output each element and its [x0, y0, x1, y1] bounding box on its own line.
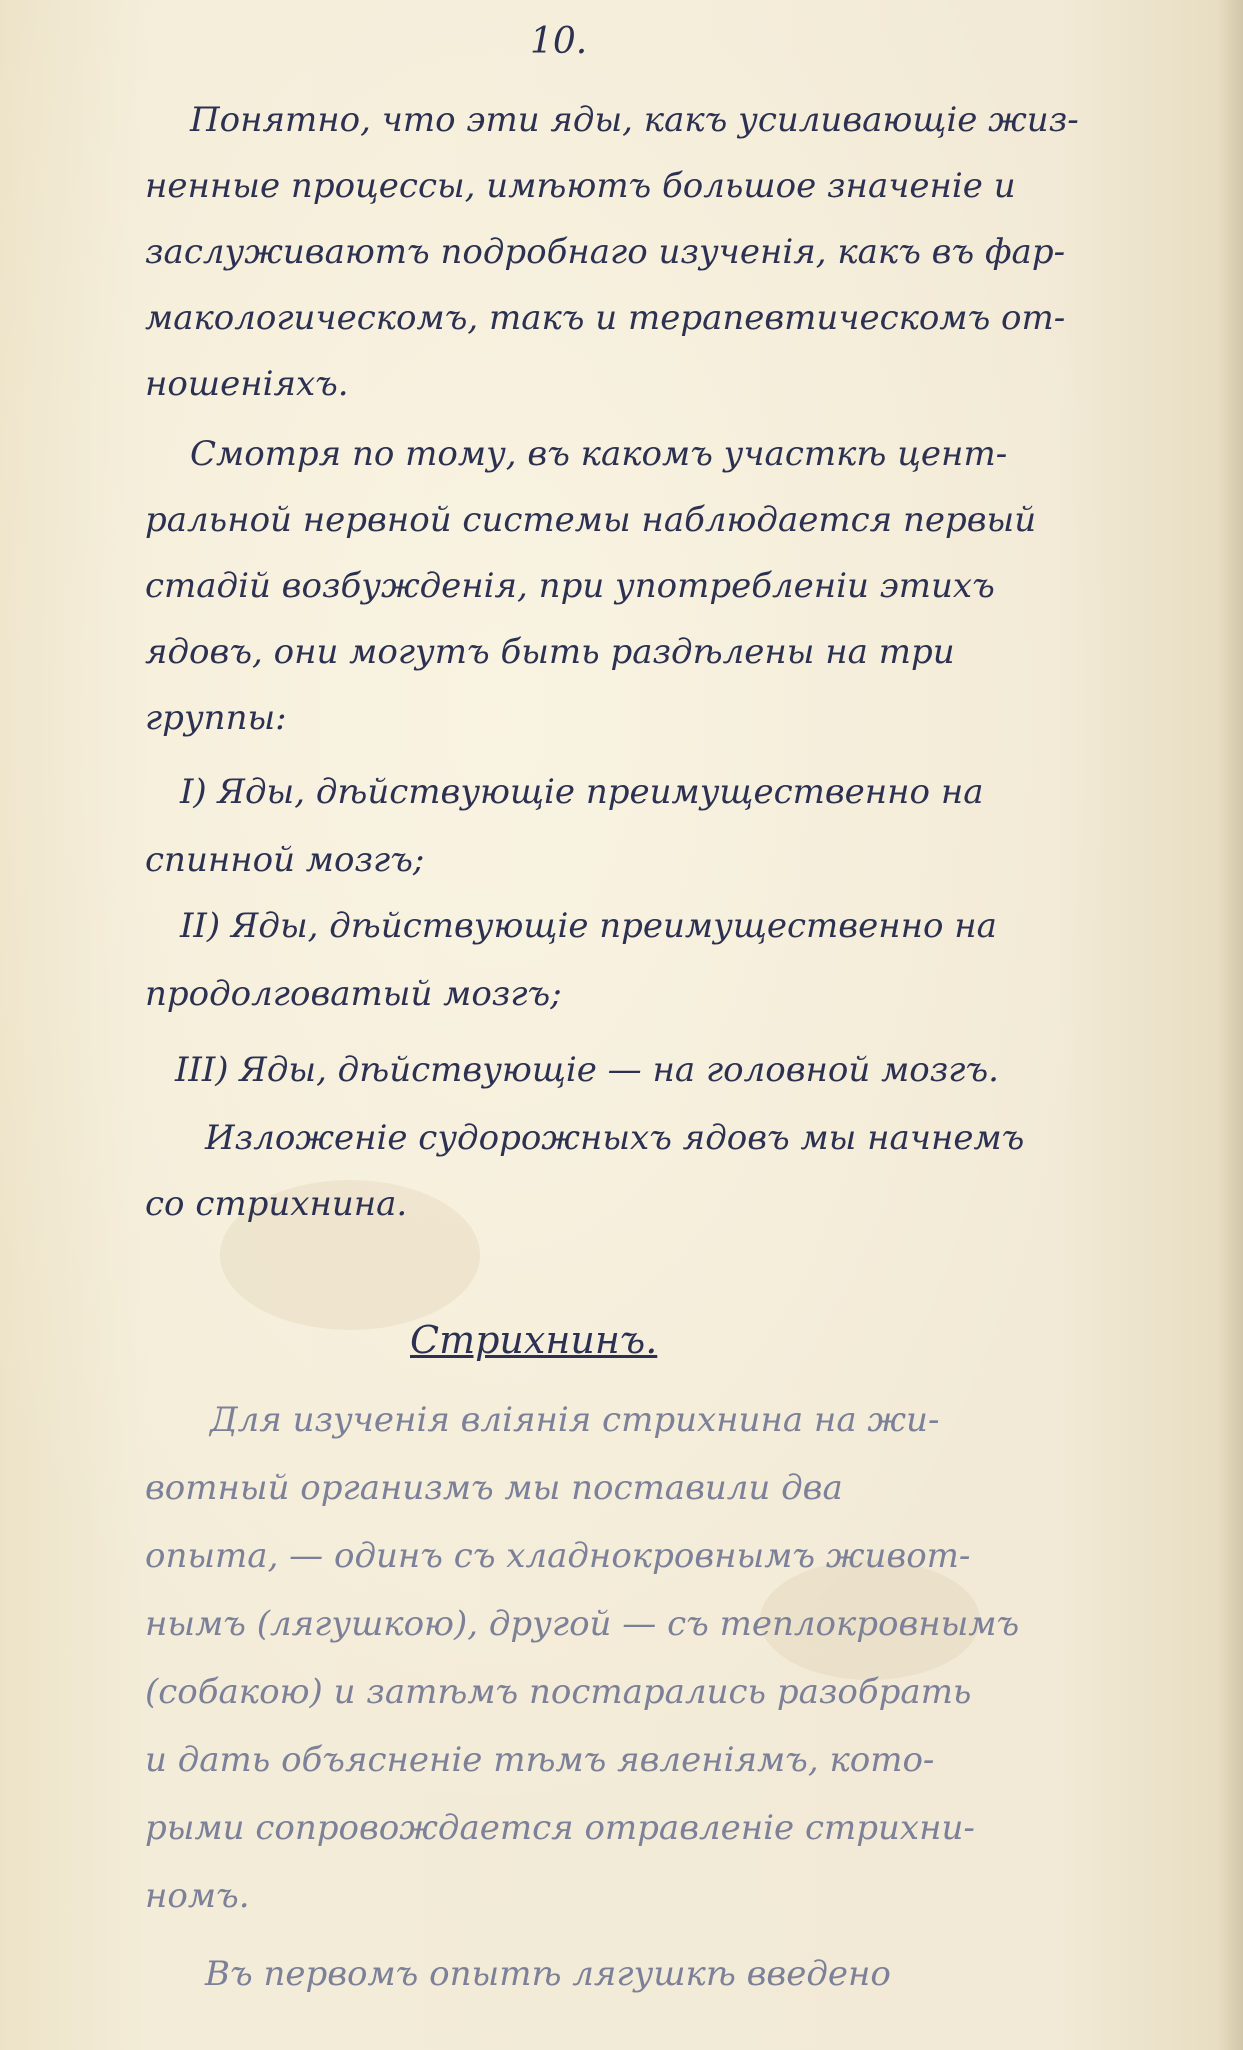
faint-text-line: номъ.: [145, 1876, 250, 1916]
page-edge-shadow: [1217, 0, 1243, 2050]
text-line: группы:: [145, 698, 287, 738]
text-line: заслуживаютъ подробнаго изученія, какъ въ фар-: [145, 232, 1066, 272]
faint-text-line: вотный организмъ мы поставили два: [145, 1468, 843, 1508]
text-line: ненные процессы, имѣютъ большое значеніе и: [145, 166, 1016, 206]
text-line: продолговатый мозгъ;: [145, 974, 562, 1014]
text-line: ядовъ, они могутъ быть раздѣлены на три: [145, 632, 955, 672]
list-item: II) Яды, дѣйствующіе преимущественно на: [180, 906, 997, 946]
text-line: стадій возбужденія, при употребленіи этихъ: [145, 566, 995, 606]
text-line: со стрихнина.: [145, 1184, 408, 1224]
faint-text-line: (собакою) и затѣмъ постарались разобрать: [145, 1672, 972, 1712]
section-title: Стрихнинъ.: [410, 1318, 658, 1362]
text-line: Изложеніе судорожныхъ ядовъ мы начнемъ: [205, 1118, 1025, 1158]
faint-text-line: нымъ (лягушкою), другой — съ теплокровнымъ: [145, 1604, 1020, 1644]
faint-text-line: рыми сопровождается отравленіе стрихни-: [145, 1808, 975, 1848]
text-line: ношеніяхъ.: [145, 364, 349, 404]
faint-text-line: опыта, — одинъ съ хладнокровнымъ живот-: [145, 1536, 971, 1576]
page-number: 10.: [530, 21, 588, 62]
faint-text-line: и дать объясненіе тѣмъ явленіямъ, кото-: [145, 1740, 935, 1780]
text-line: спинной мозгъ;: [145, 840, 425, 880]
list-item: III) Яды, дѣйствующіе — на головной мозгъ.: [175, 1050, 999, 1090]
text-line: макологическомъ, такъ и терапевтическомъ от-: [145, 298, 1066, 338]
text-line: ральной нервной системы наблюдается первый: [145, 500, 1037, 540]
faint-text-line: Для изученія вліянія стрихнина на жи-: [210, 1400, 940, 1440]
text-line: Понятно, что эти яды, какъ усиливающіе жиз-: [190, 100, 1079, 140]
text-line: Смотря по тому, въ какомъ участкѣ цент-: [190, 434, 1008, 474]
list-item: I) Яды, дѣйствующіе преимущественно на: [180, 772, 984, 812]
faint-text-line: Въ первомъ опытѣ лягушкѣ введено: [205, 1954, 891, 1994]
